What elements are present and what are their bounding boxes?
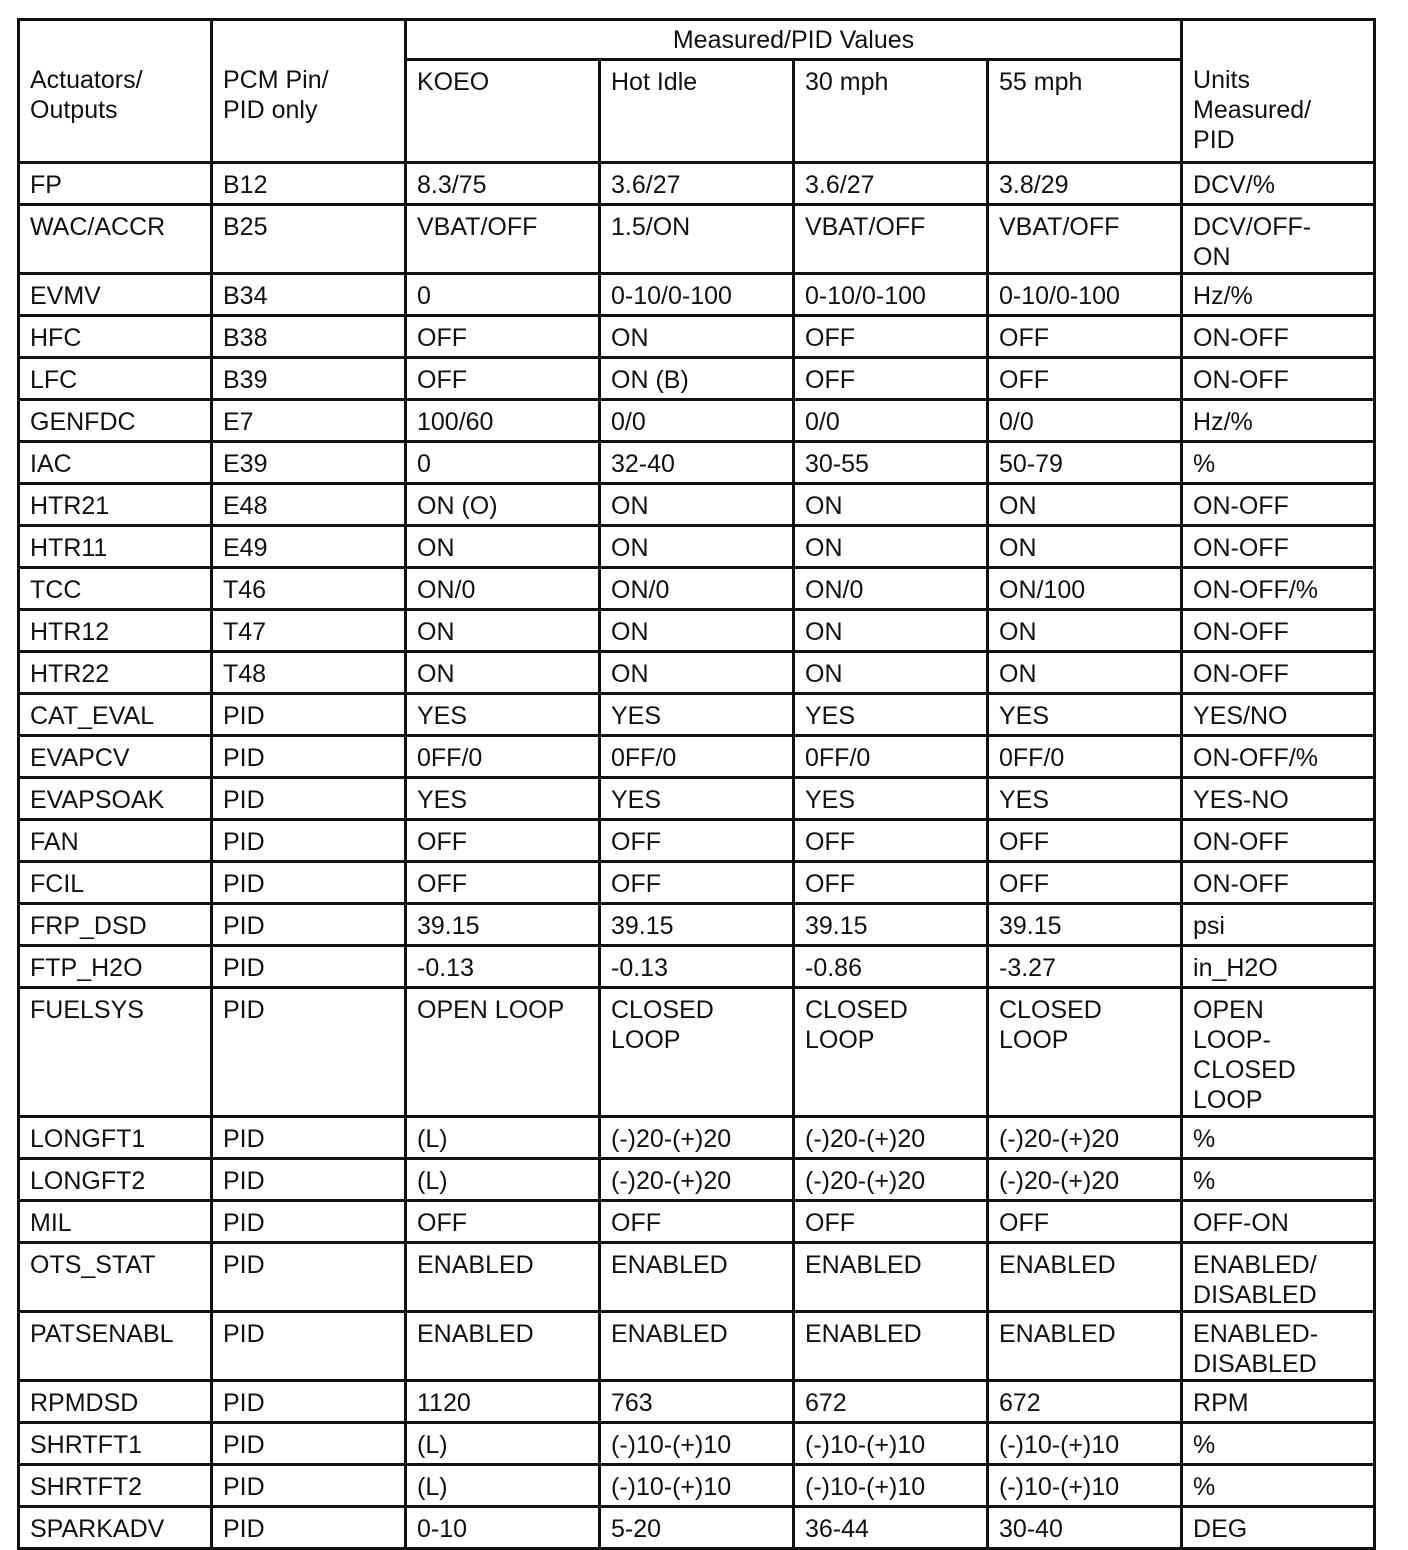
- cell-koeo: OFF: [406, 358, 600, 400]
- cell-55mph: CLOSED LOOP: [988, 988, 1182, 1117]
- cell-hot-idle: 3.6/27: [600, 163, 794, 205]
- cell-pcm-pin: B38: [212, 316, 406, 358]
- table-row: [19, 442, 1375, 484]
- cell-pcm-pin: PID: [212, 946, 406, 988]
- cell-hot-idle: OFF: [600, 862, 794, 904]
- cell-actuator: SHRTFT2: [19, 1465, 212, 1507]
- cell-pcm-pin: PID: [212, 1312, 406, 1381]
- cell-pcm-pin: B25: [212, 205, 406, 274]
- cell-55mph: ENABLED: [988, 1243, 1182, 1312]
- table-row: [19, 526, 1375, 568]
- cell-koeo: (L): [406, 1117, 600, 1159]
- cell-units: %: [1182, 442, 1375, 484]
- table-row: [19, 946, 1375, 988]
- cell-units: OFF-ON: [1182, 1201, 1375, 1243]
- cell-units: OPEN LOOP- CLOSED LOOP: [1182, 988, 1375, 1117]
- cell-55mph: ON: [988, 526, 1182, 568]
- header-measured-values: Measured/PID Values: [406, 20, 1182, 60]
- cell-koeo: OFF: [406, 316, 600, 358]
- table-row: [19, 316, 1375, 358]
- cell-hot-idle: YES: [600, 694, 794, 736]
- cell-55mph: 30-40: [988, 1507, 1182, 1549]
- cell-pcm-pin: PID: [212, 1381, 406, 1423]
- cell-30mph: OFF: [794, 358, 988, 400]
- cell-30mph: 672: [794, 1381, 988, 1423]
- cell-hot-idle: (-)20-(+)20: [600, 1159, 794, 1201]
- cell-55mph: OFF: [988, 862, 1182, 904]
- cell-pcm-pin: E39: [212, 442, 406, 484]
- cell-pcm-pin: PID: [212, 778, 406, 820]
- cell-koeo: 0: [406, 442, 600, 484]
- table-row: [19, 988, 1375, 1117]
- cell-55mph: 50-79: [988, 442, 1182, 484]
- cell-hot-idle: OFF: [600, 820, 794, 862]
- table-row: [19, 652, 1375, 694]
- cell-30mph: OFF: [794, 316, 988, 358]
- cell-koeo: 8.3/75: [406, 163, 600, 205]
- cell-units: DCV/OFF- ON: [1182, 205, 1375, 274]
- cell-hot-idle: ENABLED: [600, 1243, 794, 1312]
- cell-actuator: SHRTFT1: [19, 1423, 212, 1465]
- cell-55mph: OFF: [988, 358, 1182, 400]
- cell-units: YES-NO: [1182, 778, 1375, 820]
- cell-pcm-pin: B39: [212, 358, 406, 400]
- cell-pcm-pin: PID: [212, 1507, 406, 1549]
- cell-55mph: ENABLED: [988, 1312, 1182, 1381]
- header-units: Units Measured/ PID: [1182, 20, 1375, 163]
- cell-actuator: LFC: [19, 358, 212, 400]
- cell-30mph: VBAT/OFF: [794, 205, 988, 274]
- cell-koeo: ON: [406, 652, 600, 694]
- cell-30mph: (-)20-(+)20: [794, 1117, 988, 1159]
- cell-actuator: LONGFT2: [19, 1159, 212, 1201]
- cell-hot-idle: 1.5/ON: [600, 205, 794, 274]
- table-row: [19, 1312, 1375, 1381]
- cell-pcm-pin: B34: [212, 274, 406, 316]
- cell-units: ENABLED/ DISABLED: [1182, 1243, 1375, 1312]
- cell-30mph: ON: [794, 526, 988, 568]
- cell-koeo: (L): [406, 1465, 600, 1507]
- cell-30mph: ON: [794, 484, 988, 526]
- header-55mph: 55 mph: [988, 60, 1182, 163]
- cell-30mph: 36-44: [794, 1507, 988, 1549]
- cell-koeo: ON (O): [406, 484, 600, 526]
- cell-units: ON-OFF: [1182, 484, 1375, 526]
- cell-30mph: OFF: [794, 1201, 988, 1243]
- cell-koeo: (L): [406, 1423, 600, 1465]
- cell-units: in_H2O: [1182, 946, 1375, 988]
- cell-30mph: (-)10-(+)10: [794, 1465, 988, 1507]
- cell-55mph: YES: [988, 778, 1182, 820]
- cell-koeo: 1120: [406, 1381, 600, 1423]
- cell-koeo: YES: [406, 694, 600, 736]
- table-row: [19, 1201, 1375, 1243]
- cell-units: %: [1182, 1465, 1375, 1507]
- table-row: [19, 904, 1375, 946]
- cell-pcm-pin: E7: [212, 400, 406, 442]
- cell-55mph: 3.8/29: [988, 163, 1182, 205]
- cell-hot-idle: 39.15: [600, 904, 794, 946]
- cell-units: ENABLED- DISABLED: [1182, 1312, 1375, 1381]
- cell-pcm-pin: E49: [212, 526, 406, 568]
- cell-pcm-pin: T46: [212, 568, 406, 610]
- cell-30mph: 0-10/0-100: [794, 274, 988, 316]
- cell-koeo: ON/0: [406, 568, 600, 610]
- cell-pcm-pin: B12: [212, 163, 406, 205]
- cell-actuator: PATSENABL: [19, 1312, 212, 1381]
- cell-30mph: 39.15: [794, 904, 988, 946]
- cell-units: psi: [1182, 904, 1375, 946]
- cell-actuator: FAN: [19, 820, 212, 862]
- cell-actuator: LONGFT1: [19, 1117, 212, 1159]
- cell-hot-idle: ON: [600, 526, 794, 568]
- cell-actuator: WAC/ACCR: [19, 205, 212, 274]
- cell-30mph: 0FF/0: [794, 736, 988, 778]
- cell-units: ON-OFF: [1182, 526, 1375, 568]
- cell-units: DEG: [1182, 1507, 1375, 1549]
- cell-hot-idle: (-)10-(+)10: [600, 1465, 794, 1507]
- cell-koeo: 0-10: [406, 1507, 600, 1549]
- cell-koeo: YES: [406, 778, 600, 820]
- cell-30mph: 30-55: [794, 442, 988, 484]
- table-body: [19, 163, 1375, 1549]
- table-row: [19, 358, 1375, 400]
- table-row: [19, 163, 1375, 205]
- cell-30mph: 0/0: [794, 400, 988, 442]
- cell-pcm-pin: PID: [212, 1201, 406, 1243]
- cell-units: ON-OFF/%: [1182, 736, 1375, 778]
- table-row: [19, 862, 1375, 904]
- cell-hot-idle: ON: [600, 610, 794, 652]
- header-30mph: 30 mph: [794, 60, 988, 163]
- table-row: [19, 205, 1375, 274]
- cell-actuator: HTR12: [19, 610, 212, 652]
- table-row: [19, 484, 1375, 526]
- cell-units: %: [1182, 1423, 1375, 1465]
- cell-hot-idle: (-)20-(+)20: [600, 1117, 794, 1159]
- cell-55mph: OFF: [988, 1201, 1182, 1243]
- cell-hot-idle: 32-40: [600, 442, 794, 484]
- cell-hot-idle: ON/0: [600, 568, 794, 610]
- cell-pcm-pin: PID: [212, 820, 406, 862]
- cell-55mph: ON: [988, 484, 1182, 526]
- table-row: [19, 610, 1375, 652]
- table-row: [19, 1465, 1375, 1507]
- cell-actuator: FUELSYS: [19, 988, 212, 1117]
- cell-30mph: ENABLED: [794, 1243, 988, 1312]
- cell-actuator: RPMDSD: [19, 1381, 212, 1423]
- cell-actuator: FP: [19, 163, 212, 205]
- cell-hot-idle: (-)10-(+)10: [600, 1423, 794, 1465]
- actuator-pid-table: [17, 18, 1376, 1550]
- cell-55mph: (-)10-(+)10: [988, 1423, 1182, 1465]
- cell-hot-idle: ON: [600, 316, 794, 358]
- cell-koeo: ENABLED: [406, 1312, 600, 1381]
- cell-30mph: ON/0: [794, 568, 988, 610]
- cell-pcm-pin: PID: [212, 1117, 406, 1159]
- cell-hot-idle: ON (B): [600, 358, 794, 400]
- cell-koeo: ON: [406, 610, 600, 652]
- cell-koeo: OFF: [406, 820, 600, 862]
- cell-units: %: [1182, 1117, 1375, 1159]
- cell-actuator: EVMV: [19, 274, 212, 316]
- cell-koeo: VBAT/OFF: [406, 205, 600, 274]
- cell-pcm-pin: PID: [212, 1465, 406, 1507]
- table-row: [19, 778, 1375, 820]
- cell-pcm-pin: PID: [212, 1159, 406, 1201]
- cell-hot-idle: 0/0: [600, 400, 794, 442]
- cell-koeo: OFF: [406, 862, 600, 904]
- cell-55mph: YES: [988, 694, 1182, 736]
- table-row: [19, 1423, 1375, 1465]
- table-row: [19, 568, 1375, 610]
- cell-hot-idle: CLOSED LOOP: [600, 988, 794, 1117]
- table-row: [19, 1243, 1375, 1312]
- cell-pcm-pin: PID: [212, 862, 406, 904]
- cell-30mph: (-)20-(+)20: [794, 1159, 988, 1201]
- cell-pcm-pin: PID: [212, 736, 406, 778]
- cell-30mph: ON: [794, 610, 988, 652]
- cell-55mph: 672: [988, 1381, 1182, 1423]
- cell-pcm-pin: T47: [212, 610, 406, 652]
- cell-30mph: ENABLED: [794, 1312, 988, 1381]
- table-row: [19, 736, 1375, 778]
- cell-hot-idle: YES: [600, 778, 794, 820]
- cell-actuator: HFC: [19, 316, 212, 358]
- table-row: [19, 694, 1375, 736]
- cell-55mph: ON: [988, 610, 1182, 652]
- cell-hot-idle: OFF: [600, 1201, 794, 1243]
- cell-actuator: TCC: [19, 568, 212, 610]
- cell-30mph: (-)10-(+)10: [794, 1423, 988, 1465]
- cell-55mph: (-)10-(+)10: [988, 1465, 1182, 1507]
- cell-actuator: FTP_H2O: [19, 946, 212, 988]
- cell-hot-idle: 0FF/0: [600, 736, 794, 778]
- cell-55mph: 0FF/0: [988, 736, 1182, 778]
- cell-hot-idle: ON: [600, 652, 794, 694]
- cell-koeo: 100/60: [406, 400, 600, 442]
- cell-hot-idle: 0-10/0-100: [600, 274, 794, 316]
- cell-units: ON-OFF: [1182, 316, 1375, 358]
- header-pcm-pin: PCM Pin/ PID only: [212, 20, 406, 163]
- cell-koeo: 0: [406, 274, 600, 316]
- table-row: [19, 1381, 1375, 1423]
- cell-units: ON-OFF: [1182, 610, 1375, 652]
- cell-30mph: YES: [794, 778, 988, 820]
- cell-55mph: 39.15: [988, 904, 1182, 946]
- cell-actuator: FRP_DSD: [19, 904, 212, 946]
- table-row: [19, 274, 1375, 316]
- cell-koeo: OPEN LOOP: [406, 988, 600, 1117]
- cell-actuator: GENFDC: [19, 400, 212, 442]
- cell-hot-idle: 5-20: [600, 1507, 794, 1549]
- cell-55mph: OFF: [988, 820, 1182, 862]
- cell-30mph: CLOSED LOOP: [794, 988, 988, 1117]
- cell-hot-idle: -0.13: [600, 946, 794, 988]
- cell-units: RPM: [1182, 1381, 1375, 1423]
- cell-pcm-pin: PID: [212, 904, 406, 946]
- cell-pcm-pin: E48: [212, 484, 406, 526]
- cell-koeo: -0.13: [406, 946, 600, 988]
- cell-koeo: 0FF/0: [406, 736, 600, 778]
- cell-pcm-pin: PID: [212, 694, 406, 736]
- cell-units: ON-OFF: [1182, 358, 1375, 400]
- cell-55mph: (-)20-(+)20: [988, 1117, 1182, 1159]
- cell-pcm-pin: PID: [212, 1243, 406, 1312]
- table-row: [19, 1117, 1375, 1159]
- cell-units: YES/NO: [1182, 694, 1375, 736]
- cell-units: Hz/%: [1182, 400, 1375, 442]
- cell-actuator: FCIL: [19, 862, 212, 904]
- cell-units: ON-OFF: [1182, 652, 1375, 694]
- cell-55mph: ON/100: [988, 568, 1182, 610]
- cell-30mph: OFF: [794, 820, 988, 862]
- cell-hot-idle: ENABLED: [600, 1312, 794, 1381]
- cell-actuator: HTR22: [19, 652, 212, 694]
- cell-units: ON-OFF: [1182, 820, 1375, 862]
- table-row: [19, 1159, 1375, 1201]
- cell-units: ON-OFF/%: [1182, 568, 1375, 610]
- cell-actuator: EVAPCV: [19, 736, 212, 778]
- cell-55mph: -3.27: [988, 946, 1182, 988]
- cell-55mph: (-)20-(+)20: [988, 1159, 1182, 1201]
- cell-hot-idle: 763: [600, 1381, 794, 1423]
- cell-pcm-pin: T48: [212, 652, 406, 694]
- cell-units: ON-OFF: [1182, 862, 1375, 904]
- cell-30mph: 3.6/27: [794, 163, 988, 205]
- cell-actuator: EVAPSOAK: [19, 778, 212, 820]
- cell-55mph: ON: [988, 652, 1182, 694]
- cell-koeo: OFF: [406, 1201, 600, 1243]
- cell-30mph: OFF: [794, 862, 988, 904]
- table-row: [19, 400, 1375, 442]
- cell-hot-idle: ON: [600, 484, 794, 526]
- cell-actuator: CAT_EVAL: [19, 694, 212, 736]
- cell-koeo: (L): [406, 1159, 600, 1201]
- cell-55mph: 0/0: [988, 400, 1182, 442]
- table-row: [19, 820, 1375, 862]
- cell-units: %: [1182, 1159, 1375, 1201]
- cell-30mph: YES: [794, 694, 988, 736]
- cell-pcm-pin: PID: [212, 1423, 406, 1465]
- cell-pcm-pin: PID: [212, 988, 406, 1117]
- cell-30mph: -0.86: [794, 946, 988, 988]
- cell-actuator: OTS_STAT: [19, 1243, 212, 1312]
- cell-actuator: SPARKADV: [19, 1507, 212, 1549]
- cell-actuator: MIL: [19, 1201, 212, 1243]
- cell-55mph: OFF: [988, 316, 1182, 358]
- cell-koeo: 39.15: [406, 904, 600, 946]
- cell-koeo: ENABLED: [406, 1243, 600, 1312]
- cell-units: Hz/%: [1182, 274, 1375, 316]
- cell-actuator: HTR11: [19, 526, 212, 568]
- cell-55mph: VBAT/OFF: [988, 205, 1182, 274]
- header-actuators: Actuators/ Outputs: [19, 20, 212, 163]
- cell-actuator: HTR21: [19, 484, 212, 526]
- cell-units: DCV/%: [1182, 163, 1375, 205]
- header-koeo: KOEO: [406, 60, 600, 163]
- cell-55mph: 0-10/0-100: [988, 274, 1182, 316]
- cell-30mph: ON: [794, 652, 988, 694]
- cell-koeo: ON: [406, 526, 600, 568]
- header-hot-idle: Hot Idle: [600, 60, 794, 163]
- cell-actuator: IAC: [19, 442, 212, 484]
